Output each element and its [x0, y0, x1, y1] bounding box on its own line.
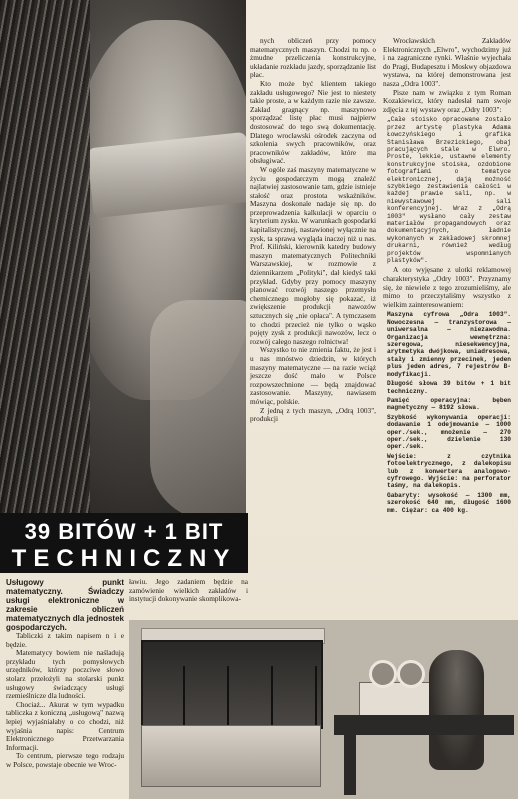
- article-column-c: [6, 578, 124, 798]
- col-a-para-1: nych obliczeń przy pomocy matematycznych maszyn. Chodzi tu np. o żmudne przeliczenia konstrukcyjne, układanie rozkładu jazdy, sporządzanie list płac.: [250, 36, 376, 80]
- portrait-photo: [0, 0, 246, 513]
- col-c-para-4: To centrum, pierwsze tego rodzaju w Polsce, powstaje obecnie we Wroc-: [6, 751, 124, 769]
- col-b-middle: A oto wyjęsane z ulotki reklamowej charakterystyka „Odry 1003". Przyznamy się, że niewiele z tego zrozumieliśmy, ale mimo to przeczytaliśmy wszystko z wielkim zainteresowaniem:: [383, 265, 511, 309]
- col-b-intro-2: Pisze nam w związku z tym Roman Kozakiewicz, który nadesłał nam swoje zdjęcia z tej wystawy oraz „Odry 1003":: [383, 87, 511, 114]
- headline-line-1: 39 BITÓW + 1 BIT: [24, 519, 224, 544]
- desk-leg: [344, 735, 356, 795]
- spec-3: Pamięć operacyjna: bęben magnetyczny — 8192 słowa.: [387, 396, 511, 412]
- headline-line-2: TECHNICZNY: [11, 545, 237, 572]
- spec-2: Długość słowa 39 bitów + 1 bit techniczny.: [387, 380, 511, 395]
- col-a-para-5: Z jedną z tych maszyn, „Odrą 1003", produkcji: [250, 405, 376, 424]
- spec-1: Maszyna cyfrowa „Odra 1003". Nowoczesna — tranzystorowa — uniwersalna — niezawodna. Organizacja wewnętrzna: szeregowa, niesekwencyjna, arytmetyka dwójkowa, uniadresowa, stały i zmienny przecinek, jeden plus jeden adres, 7 rejestrów B-modyfikacji.: [387, 311, 511, 378]
- cabinet-base: [141, 725, 321, 787]
- col-c-para-3: Chociaż... Akurat w tym wypadku tabliczka z koniczną „usługową" nazwą lepiej wyjaśniałaby o co chodzi, niż wyjaśnia napis: Centrum Elektronicznego Przetwarzania Informacji.: [6, 699, 124, 752]
- col-a-para-2: Kto może być klientem takiego zakładu usługowego? Nie jest to niestety takie proste, a w każdym razie nie zawsze. Zakład gragnący np. maszynowo sporządzać listę płac musi najpierw dostosować do tego swą dokumentację. Dlatego wrocławski ośrodek zaczyna od szkolenia swych pracowników, oraz pracowników zakładów, które ma obsługiwać.: [250, 78, 376, 166]
- col-b-intro-1: Wrocławskich Zakładów Elektronicznych „Elwro", wychodzimy już i na zagraniczne rynki. Właśnie wyjechała do Pragi, Budapesztu i Moskwy objazdowa wystawa, na której demonstrowana jest nasza „Odra 1003".: [383, 36, 511, 88]
- spec-6: Gabaryty: wysokość — 1300 mm, szerokość 640 mm, długość 1600 mm. Ciężar: ca 400 kg.: [387, 491, 511, 514]
- col-a-para-3: W ogóle zaś maszyny matematyczne w życiu gospodarczym mogą znaleźć najlatwiej zastosowanie tam, gdzie istnieje stałość oraz prostota wskaźników. Maszyna doskonale nadaje się np. do przeprowadzenia kalkulacji w oparciu o kryterium zysku. W warunkach gospodarki kapitalistycznej, nastawionej wyłącznie na zysk, ta sprawa wygląda inaczej niż u nas. Prof. Kiliński, kierownik katedry budowy maszyn matematycznych Politechniki Warszawskiej, w rozmowie z dziennikarzem „Polityki", dał kiedyś taki przykład. Gdyby przy pomocy maszyny planować rozwój naszego przemysłu chemicznego mogłoby się pokazać, iż zwiększenie produkcji nawozów sztucznych się „nie opłaca". A tymczasem to chodzi przecież nie tylko o wąsko pojęty zysk z produkcji nawozów, lecz o rozwój całego naszego rolnictwa!: [250, 164, 376, 346]
- teleprinter-console: [359, 682, 431, 717]
- photo-hair: [0, 0, 90, 513]
- computer-cabinet: [141, 640, 323, 729]
- col-c-para-2: Matematycy bowiem nie naśladują przykładu tych pomysłowych urzędników, którzy poczciwe słowo stolarz przełożyli na stolarski punkt usługowy świadczący usługi rzemieślnicze dla ludności.: [6, 648, 124, 701]
- col-c-para-1: Tabliczki z takim napisem n i e będzie.: [6, 631, 124, 649]
- operator-desk: [334, 715, 514, 735]
- article-column-d: [129, 578, 248, 618]
- col-d-para: ławiu. Jego zadaniem będzie na zamówienie wielkich zakładów i instytucji dokonywanie skomplikowa-: [129, 577, 248, 604]
- lead-paragraph: Usługowy punkt matematyczny. Świadczy usługi elektroniczne w zakresie obliczeń matematycznych dla jednostek gospodarczych.: [6, 578, 124, 632]
- headline-banner: [0, 513, 248, 573]
- col-a-para-4: Wszystko to nie zmienia faktu, że jest i u nas mnóstwo dziedzin, w których maszyny matematyczne — na razie wciąż jeszcze dość mało w Polsce rozpowszechnione — będą znajdować zastosowanie. Maszyny, nawiasem mówiąc, polskie.: [250, 345, 376, 406]
- article-column-a: [250, 37, 376, 577]
- photo-hand: [150, 300, 246, 513]
- spec-4: Szybkość wykonywania operacji: dodawanie 1 odejmowanie — 1000 oper./sek., mnożenie — 270 oper./sek., dzielenie 130 oper./sek.: [387, 413, 511, 451]
- article-column-b: [383, 37, 511, 597]
- spec-5: Wejście: z czytnika fotoelektrycznego, z dalekopisu lub z konwertera analogowo-cyfrowego. Wyjście: na perforator taśmy, na dalekopis.: [387, 452, 511, 490]
- computer-photo: [129, 620, 518, 799]
- tape-reel-icon: [369, 660, 397, 688]
- operator-figure: [429, 650, 484, 770]
- exhibition-quote: „Całe stoisko opracowane zostało przez artystę plastyka Adama Łowczyńskiego i grafika Stanisława Brzezickiego, obaj pracujących stale w Elwro. Proste, lekkie, ustawne elementy konstrukcyjne stoiska, ozdobione fotografiami o tematyce elektronicznej, dają możność szybkiego zestawienia całości w każdej prawie sali, np. w niewystawowej sali konferencyjnej. Wraz z „Odrą 1003" wysłano cały zestaw materiałów propagandowych oraz dokumentacyjnych, ładnie wykonanych w zakładowej skromnej drukarni, również według projektów wspomnianych plastyków".: [387, 116, 511, 265]
- tape-reel-icon: [397, 660, 425, 688]
